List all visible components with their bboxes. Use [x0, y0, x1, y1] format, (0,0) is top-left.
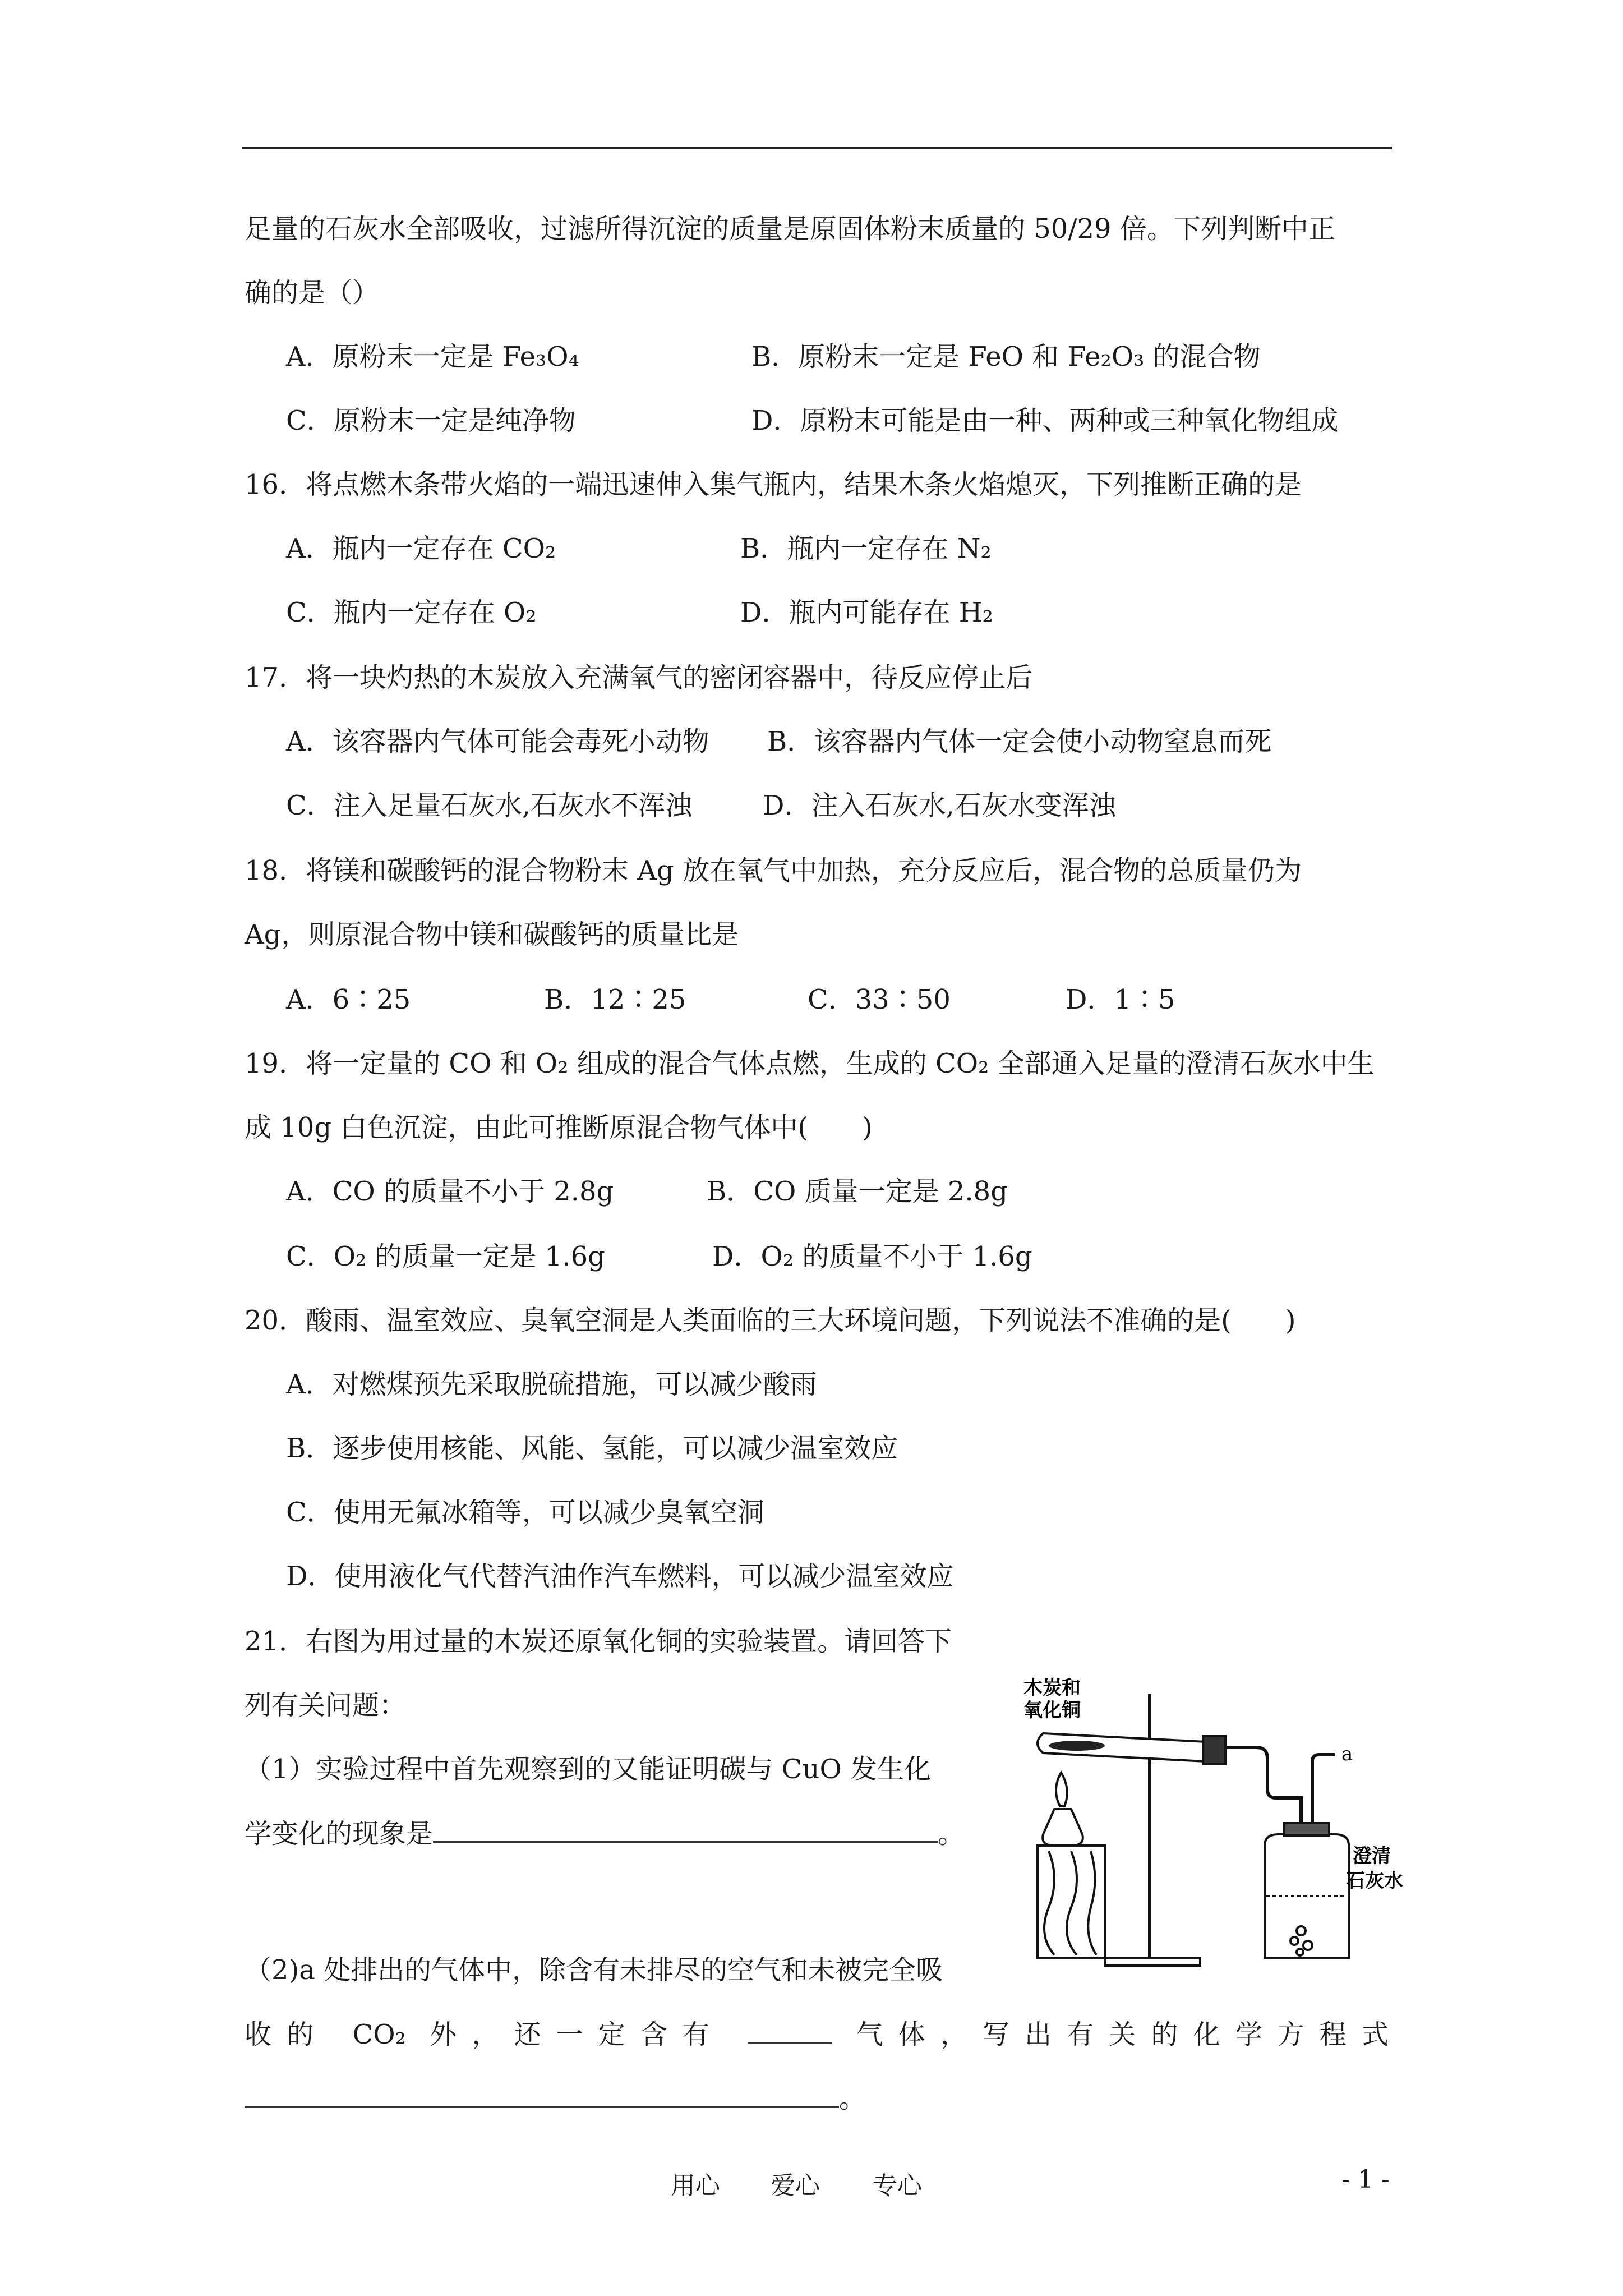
q21-stem: 21．右图为用过量的木炭还原氧化铜的实验装置。请回答下: [245, 1626, 952, 1657]
q15-option-a: A．原粉末一定是 Fe₃O₄: [286, 341, 579, 372]
q21-part2-line3: 。: [245, 2081, 866, 2115]
q18-option-d: D．1∶5: [1066, 984, 1175, 1015]
q17-option-a: A．该容器内气体可能会毒死小动物: [286, 726, 709, 757]
header-rule: [242, 147, 1392, 149]
footer-mid: 爱心: [771, 2171, 820, 2200]
q15-option-b: B．原粉末一定是 FeO 和 Fe₂O₃ 的混合物: [751, 341, 1261, 372]
powder: [1049, 1741, 1105, 1751]
label-tube-1: 木炭和: [1023, 1677, 1081, 1699]
q16-option-a: A．瓶内一定存在 CO₂: [286, 533, 556, 564]
wooden-block: [1038, 1846, 1105, 1958]
answer-blank-3[interactable]: [245, 2081, 839, 2108]
q15-option-d: D．原粉末可能是由一种、两种或三种氧化物组成: [751, 405, 1339, 436]
answer-blank-2[interactable]: [748, 2017, 832, 2044]
q21-stem-2: 列有关问题：: [245, 1690, 407, 1721]
q16-option-c: C．瓶内一定存在 O₂: [286, 597, 537, 628]
q15-continuation: 足量的石灰水全部吸收，过滤所得沉淀的质量是原固体粉末质量的 50/29 倍。下列判断中正: [245, 213, 1335, 245]
q16-stem: 16．将点燃木条带火焰的一端迅速伸入集气瓶内，结果木条火焰熄灭，下列推断正确的是: [245, 469, 1302, 500]
q21-part2: （2)a 处排出的气体中，除含有未排尽的空气和未被完全吸: [245, 1954, 943, 1986]
q19-stem-2: 成 10g 白色沉淀，由此可推断原混合物气体中( ): [245, 1112, 873, 1143]
bottle-stopper: [1284, 1823, 1329, 1835]
q20-option-a: A．对燃煤预先采取脱硫措施，可以减少酸雨: [286, 1369, 817, 1400]
label-bottle-1: 澄清: [1353, 1845, 1391, 1867]
q19-option-c: C．O₂ 的质量一定是 1.6g: [286, 1241, 605, 1272]
q17-stem: 17．将一块灼热的木炭放入充满氧气的密闭容器中，待反应停止后: [245, 662, 1033, 693]
label-tube-2: 氧化铜: [1023, 1699, 1081, 1722]
page-number: - 1 -: [1341, 2165, 1390, 2194]
apparatus-figure: [1021, 1677, 1403, 1980]
footer-right: 专心: [873, 2171, 922, 2200]
alcohol-lamp: [1043, 1809, 1083, 1846]
flame: [1056, 1773, 1067, 1806]
stand-base: [1105, 1958, 1200, 1966]
q18-option-a: A．6∶25: [286, 984, 411, 1015]
q15-option-c: C．原粉末一定是纯净物: [286, 405, 576, 436]
q19-stem: 19．将一定量的 CO 和 O₂ 组成的混合气体点燃，生成的 CO₂ 全部通入足量的澄清石灰水中生: [245, 1048, 1375, 1079]
q16-option-b: B．瓶内一定存在 N₂: [740, 533, 992, 564]
q21-part2-line2: 收的 CO₂ 外，还一定含有 气体，写出有关的化学方程式: [245, 2017, 1389, 2051]
footer-left: 用心: [671, 2171, 720, 2200]
q17-option-c: C．注入足量石灰水,石灰水不浑浊: [286, 790, 692, 821]
q20-option-c: C．使用无氟冰箱等，可以减少臭氧空洞: [286, 1497, 764, 1528]
answer-blank-1[interactable]: [433, 1816, 938, 1843]
q17-option-d: D．注入石灰水,石灰水变浑浊: [763, 790, 1116, 821]
q18-option-c: C．33∶50: [808, 984, 951, 1015]
q19-option-d: D．O₂ 的质量不小于 1.6g: [712, 1241, 1032, 1272]
q18-stem-2: Ag，则原混合物中镁和碳酸钙的质量比是: [245, 919, 739, 950]
q21-part1: （1）实验过程中首先观察到的又能证明碳与 CuO 发生化: [245, 1754, 932, 1785]
q20-option-d: D．使用液化气代替汽油作汽车燃料，可以减少温室效应: [286, 1561, 954, 1592]
q18-option-b: B．12∶25: [544, 984, 686, 1015]
q19-option-b: B．CO 质量一定是 2.8g: [707, 1176, 1008, 1207]
label-a: a: [1341, 1743, 1353, 1765]
q15-continuation-2: 确的是（）: [245, 277, 380, 309]
q20-stem: 20．酸雨、温室效应、臭氧空洞是人类面临的三大环境问题，下列说法不准确的是( ): [245, 1305, 1296, 1336]
tube-stopper: [1203, 1736, 1225, 1764]
q16-option-d: D．瓶内可能存在 H₂: [740, 597, 993, 628]
label-bottle-2: 石灰水: [1346, 1870, 1403, 1892]
q17-option-b: B．该容器内气体一定会使小动物窒息而死: [767, 726, 1272, 757]
apparatus-diagram: [1021, 1677, 1403, 1980]
q18-stem: 18．将镁和碳酸钙的混合物粉末 Ag 放在氧气中加热，充分反应后，混合物的总质量仍为: [245, 855, 1302, 886]
q19-option-a: A．CO 的质量不小于 2.8g: [286, 1176, 614, 1207]
q21-part1-line2: 学变化的现象是 。: [245, 1816, 965, 1851]
q20-option-b: B．逐步使用核能、风能、氢能，可以减少温室效应: [286, 1433, 898, 1464]
